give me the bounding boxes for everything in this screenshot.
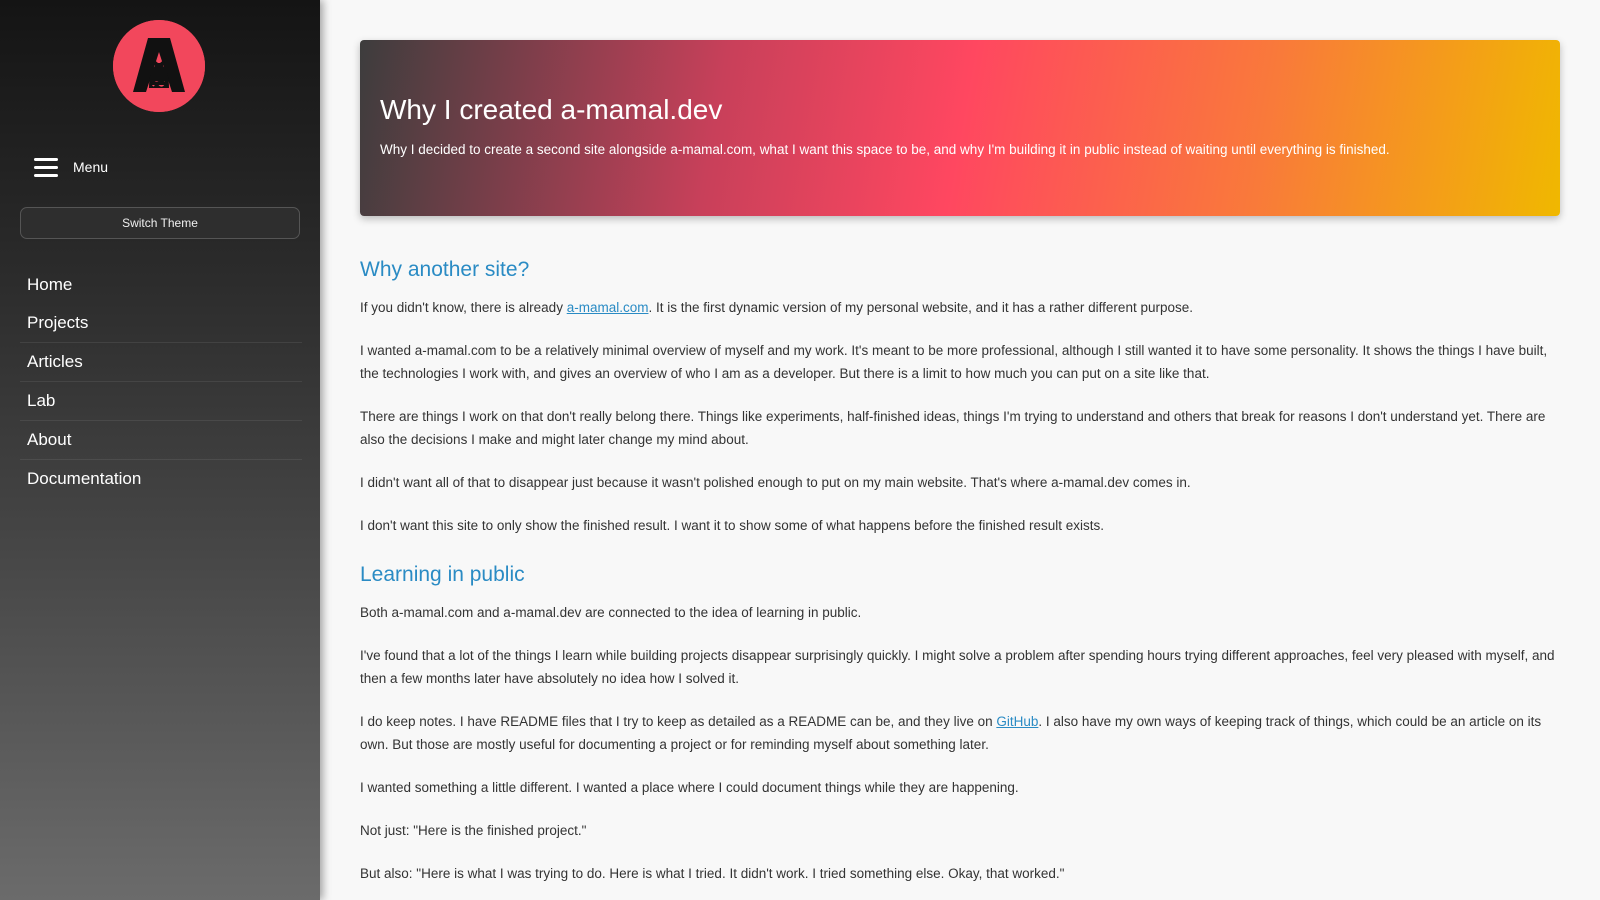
nav-item-lab[interactable]: Lab xyxy=(20,382,302,421)
github-link[interactable]: GitHub xyxy=(996,714,1039,729)
sidebar xyxy=(0,0,320,900)
nav-item-projects[interactable]: Projects xyxy=(20,304,302,343)
paragraph: I've found that a lot of the things I learn while building projects disappear surprisingly quickly. I might solve a problem after spending hours trying different approaches, feel very pleased with myself, and then a few months later have absolutely no idea how I solved it. xyxy=(360,648,1555,686)
article-hero xyxy=(360,40,1560,216)
article-body xyxy=(360,252,1560,885)
logo-cat-letter-a-icon xyxy=(113,20,205,112)
nav-item-about[interactable]: About xyxy=(20,421,302,460)
paragraph-text: . It is the first dynamic version of my personal website, and it has a rather different purpose. xyxy=(648,300,1193,315)
section-heading-why-another-site: Why another site? xyxy=(360,258,530,281)
article-title: Why I created a-mamal.dev xyxy=(380,94,723,125)
menu-label: Menu xyxy=(73,159,109,175)
nav-item-articles[interactable]: Articles xyxy=(20,343,302,382)
paragraph-text: . I also have my own ways of keeping track of things, which could be an article on its own. But those are mostly useful for documenting a project or for reminding myself about something later. xyxy=(360,714,1542,752)
paragraph: Both a-mamal.com and a-mamal.dev are connected to the idea of learning in public. xyxy=(360,605,862,620)
main-content xyxy=(360,0,1560,900)
paragraph: I wanted a-mamal.com to be a relatively minimal overview of myself and my work. It's meant to be more professional, although I still wanted it to have some personality. It shows the things I have built, the technologies I work with, and gives an overview of who I am as a developer. But there is a limit to how much you can put on a site like that. xyxy=(360,343,1548,381)
sidebar-nav xyxy=(20,266,302,498)
paragraph xyxy=(360,710,1560,756)
paragraph: But also: "Here is what I was trying to do. Here is what I tried. It didn't work. I tried something else. Okay, that worked." xyxy=(360,866,1065,881)
switch-theme-button[interactable]: Switch Theme xyxy=(20,207,300,239)
section-heading-learning-in-public: Learning in public xyxy=(360,563,525,586)
article-subtitle: Why I decided to create a second site alongside a-mamal.com, what I want this space to be, and why I'm building it in public instead of waiting until everything is finished. xyxy=(380,142,1390,157)
a-mamal-com-link[interactable]: a-mamal.com xyxy=(566,300,649,315)
nav-item-documentation[interactable]: Documentation xyxy=(27,469,142,488)
nav-item-home[interactable]: Home xyxy=(27,275,73,294)
hamburger-icon xyxy=(34,156,58,178)
paragraph: There are things I work on that don't really belong there. Things like experiments, half-finished ideas, things I'm trying to understand and others that break for reasons I don't understand yet. There are also the decisions I make and might later change my mind about. xyxy=(360,409,1546,447)
paragraph: I didn't want all of that to disappear just because it wasn't polished enough to put on my main website. That's where a-mamal.dev comes in. xyxy=(360,475,1191,490)
paragraph: I wanted something a little different. I wanted a place where I could document things while they are happening. xyxy=(360,780,1019,795)
paragraph: Not just: "Here is the finished project." xyxy=(360,823,587,838)
paragraph-text: I do keep notes. I have README files that I try to keep as detailed as a README can be, and they live on xyxy=(360,714,997,729)
paragraph-text: If you didn't know, there is already xyxy=(360,300,567,315)
paragraph xyxy=(360,296,1560,319)
site-logo[interactable] xyxy=(113,20,205,112)
paragraph: I don't want this site to only show the finished result. I want it to show some of what happens before the finished result exists. xyxy=(360,518,1104,533)
menu-toggle[interactable] xyxy=(34,150,154,184)
